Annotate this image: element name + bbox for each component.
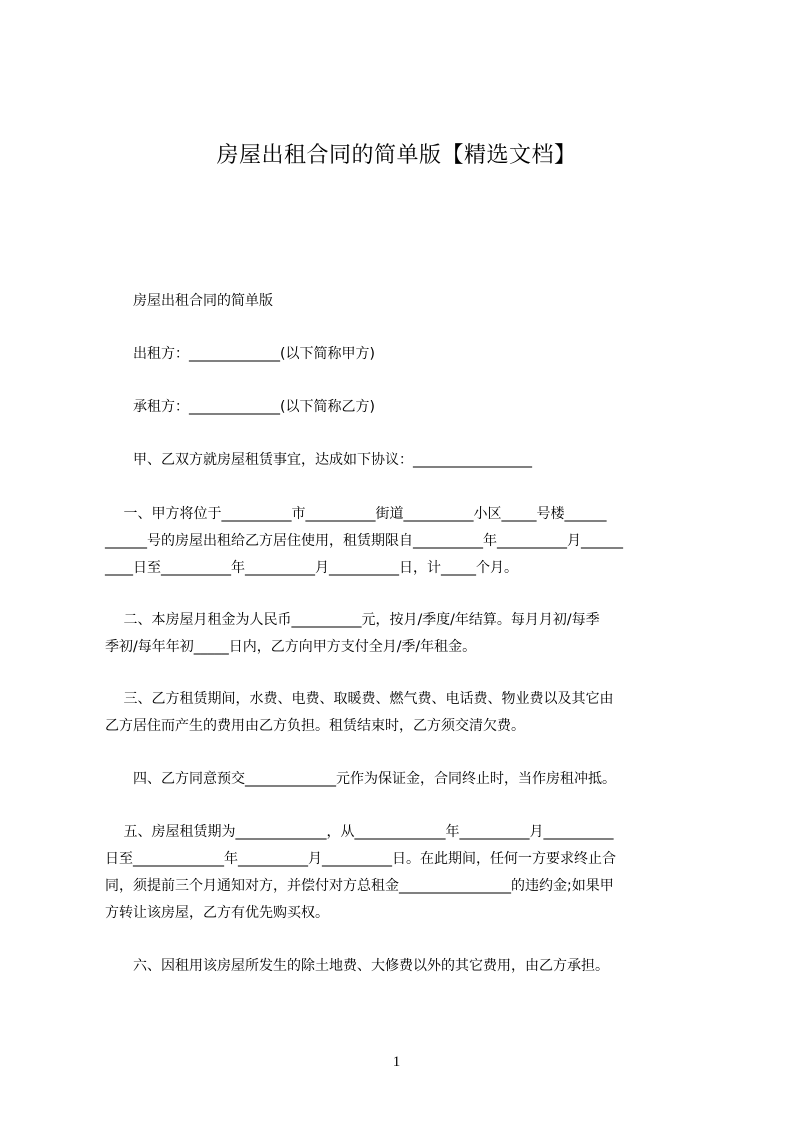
document-title: 房屋出租合同的简单版【精选文档】 bbox=[216, 143, 577, 168]
clause-4-line-1: 四、乙方同意预交_____________元作为保证金，合同终止时，当作房租冲抵。 bbox=[105, 771, 616, 787]
clause-2-line-1: 二、本房屋月租金为人民币__________元，按月/季度/年结算。每月月初/每季 bbox=[105, 612, 600, 628]
lessor-line: 出租方：_____________(以下简称甲方) bbox=[105, 346, 375, 362]
clause-5-line-2: 日至_____________年__________月__________日。在此期间，任何一方要求终止合 bbox=[105, 851, 616, 867]
clause-2-line-2: 季初/每年年初_____日内，乙方向甲方支付全月/季/年租金。 bbox=[105, 639, 477, 655]
clause-6-line-1: 六、因租用该房屋所发生的除土地费、大修费以外的其它费用，由乙方承担。 bbox=[105, 958, 609, 974]
clause-1-line-2: ______号的房屋出租给乙方居住使用，租赁期限自__________年__________月______ bbox=[105, 533, 623, 549]
clause-5-line-3: 同，须提前三个月通知对方，并偿付对方总租金________________的违约金;如果甲 bbox=[105, 878, 614, 894]
page-number: 1 bbox=[392, 1054, 401, 1070]
lessee-line: 承租方：_____________(以下简称乙方) bbox=[105, 399, 375, 415]
agreement-intro: 甲、乙双方就房屋租赁事宜，达成如下协议：_________________ bbox=[105, 452, 532, 468]
clause-5-line-1: 五、房屋租赁期为_____________，从_____________年__________月__________ bbox=[105, 824, 614, 840]
clause-3-line-2: 乙方居住而产生的费用由乙方负担。租赁结束时，乙方须交清欠费。 bbox=[105, 718, 525, 734]
clause-1-line-3: ____日至__________年__________月__________日，计_____个月。 bbox=[105, 560, 518, 576]
clause-3-line-1: 三、乙方租赁期间，水费、电费、取暖费、燃气费、电话费、物业费以及其它由 bbox=[105, 691, 614, 707]
clause-1-line-1: 一、甲方将位于__________市__________街道__________小区_____号楼______ bbox=[105, 506, 607, 522]
subtitle-paragraph: 房屋出租合同的简单版 bbox=[105, 293, 273, 309]
clause-5-line-4: 方转让该房屋，乙方有优先购买权。 bbox=[105, 905, 329, 921]
